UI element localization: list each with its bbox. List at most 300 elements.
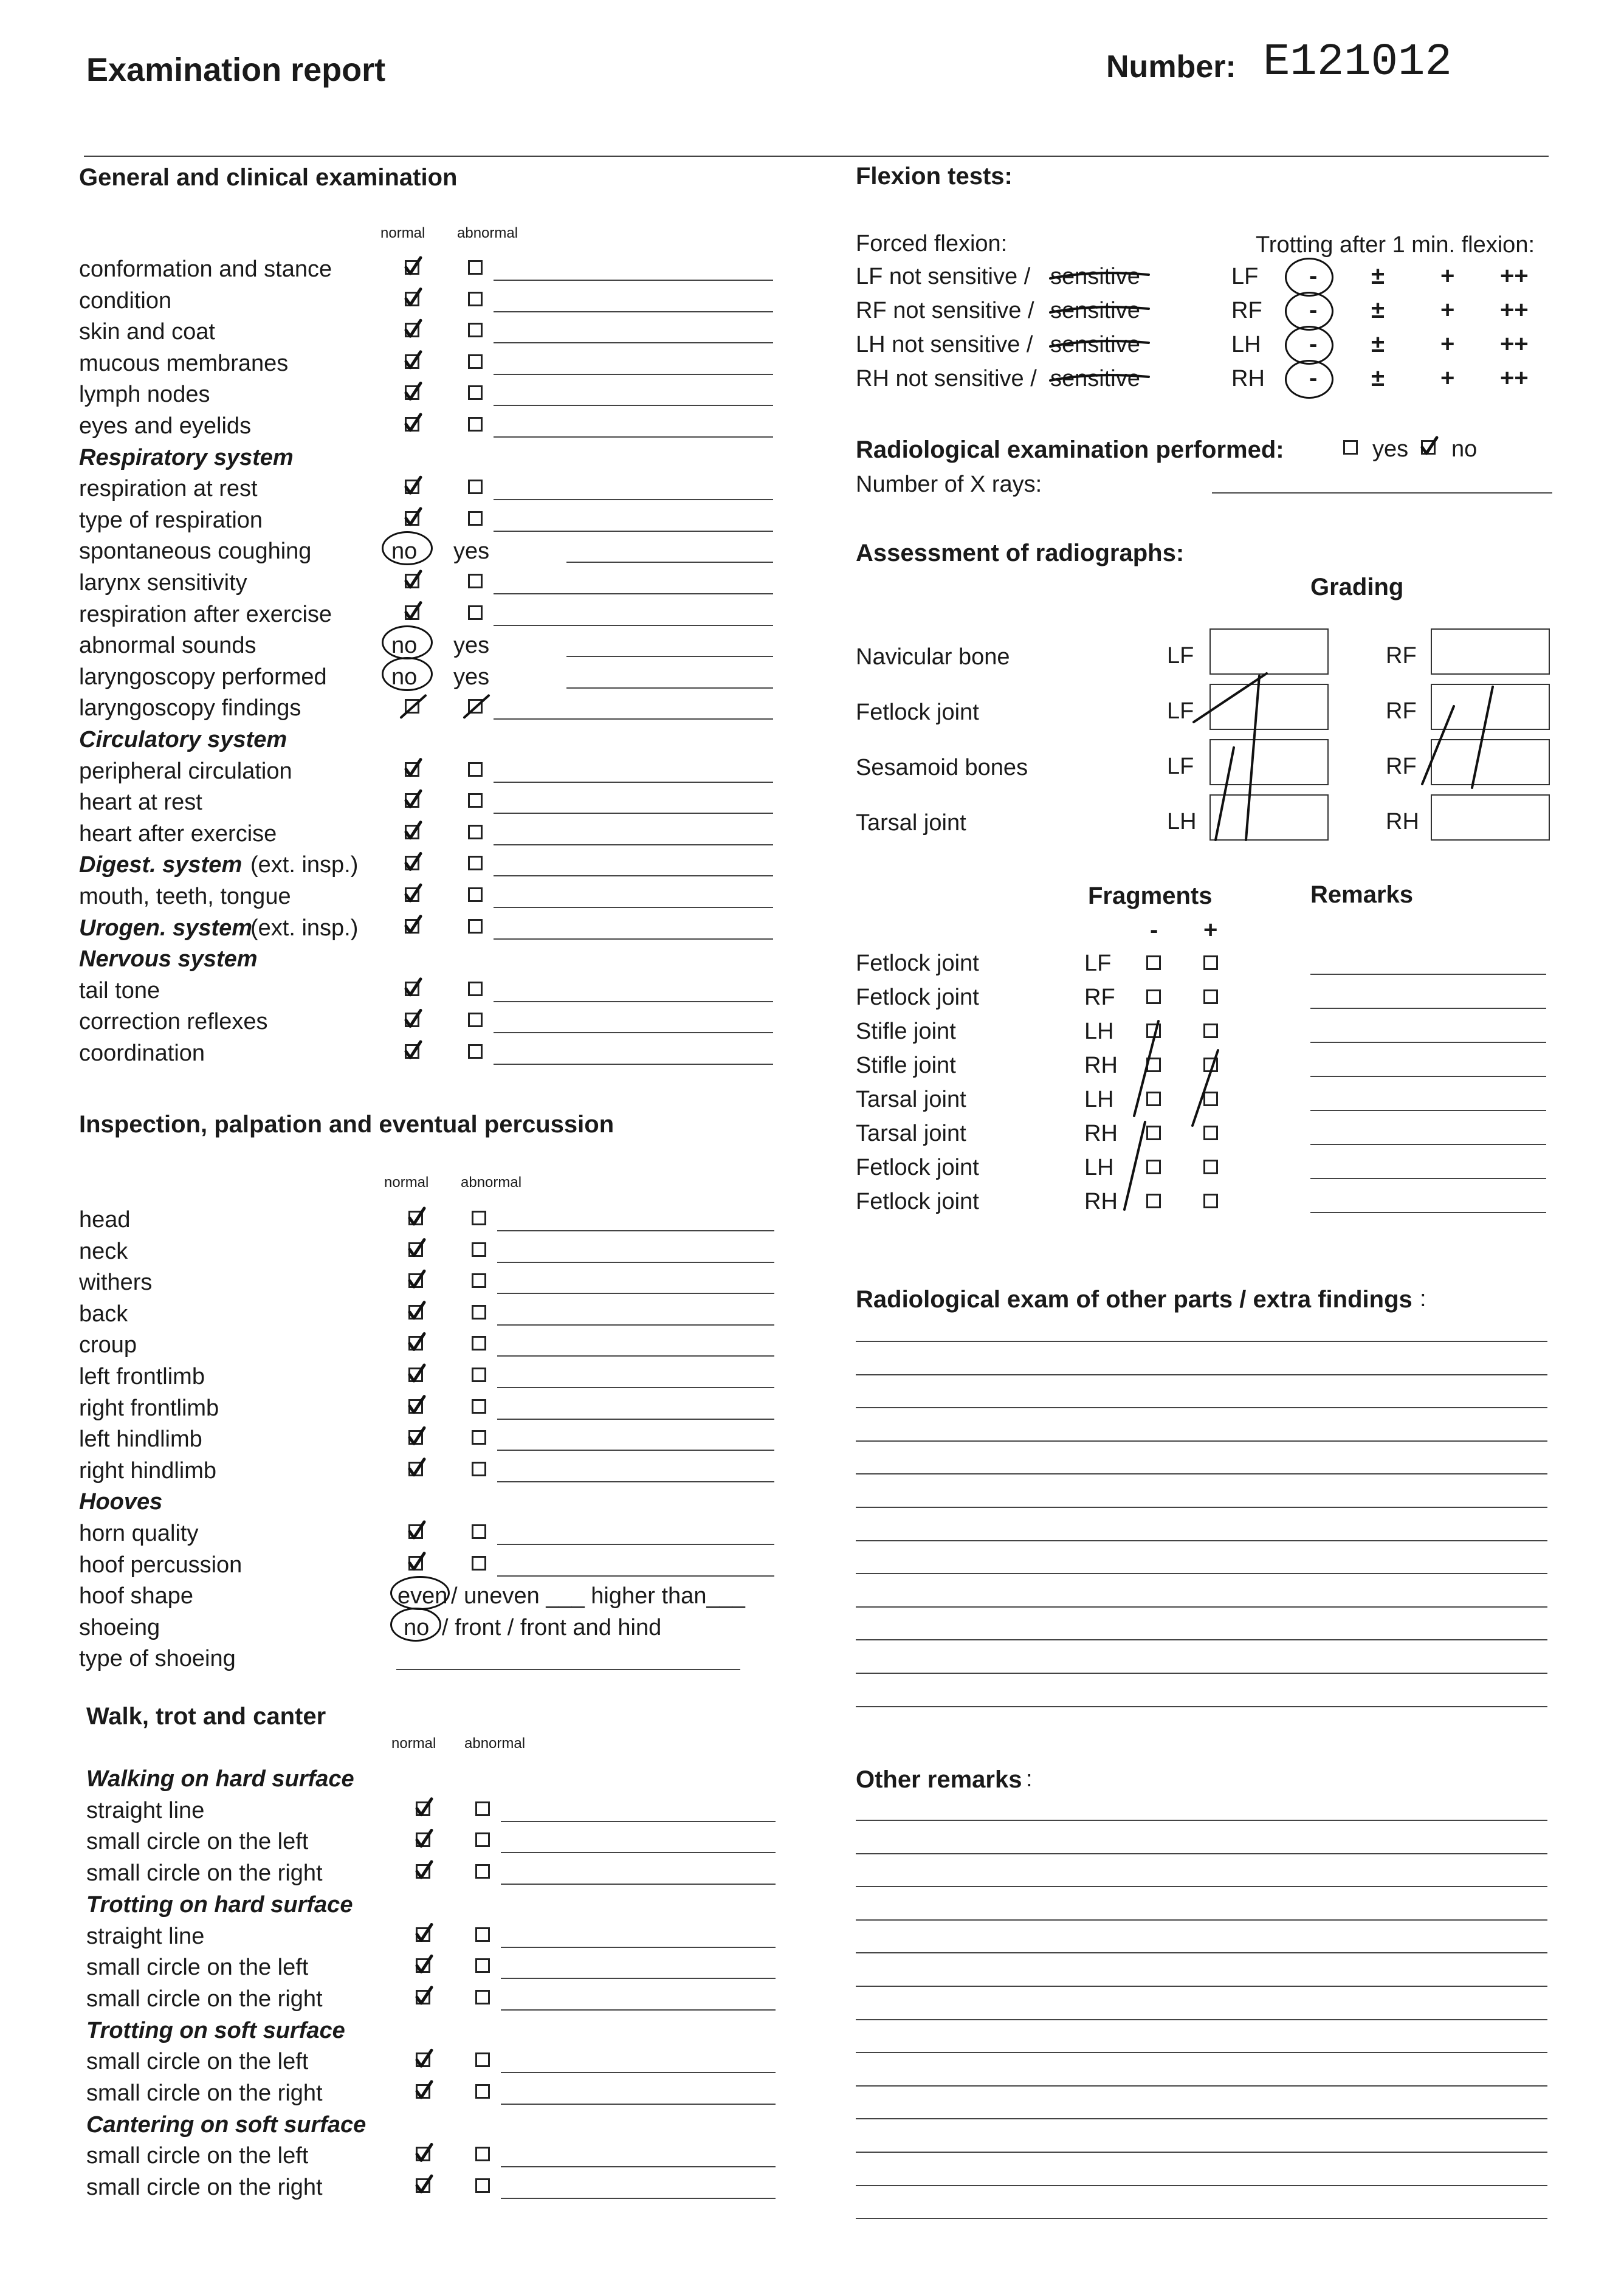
- grade-box-left[interactable]: [1209, 739, 1329, 785]
- remark-line[interactable]: [494, 938, 773, 940]
- page-title: Examination report: [86, 52, 386, 88]
- assessment-label: Sesamoid bones: [856, 755, 1028, 780]
- normal-checkbox[interactable]: [405, 417, 419, 432]
- remark-line[interactable]: [501, 1947, 776, 1948]
- forced-flexion-label: Forced flexion:: [856, 231, 1008, 256]
- grade-option[interactable]: ++: [1500, 297, 1529, 323]
- normal-checkbox[interactable]: [408, 1430, 423, 1445]
- abnormal-checkbox[interactable]: [472, 1430, 486, 1445]
- abnormal-checkbox[interactable]: [468, 762, 483, 777]
- normal-checkbox[interactable]: [408, 1273, 423, 1288]
- normal-checkbox[interactable]: [405, 511, 419, 526]
- remark-line[interactable]: [494, 1064, 773, 1065]
- selection-circle: [1285, 360, 1333, 399]
- writing-line[interactable]: [856, 2052, 1547, 2053]
- option-yes: yes: [453, 664, 490, 690]
- flexion-left-label: LH not sensitive /: [856, 332, 1033, 357]
- row-label: tail tone: [79, 977, 160, 1003]
- fragment-label: Fetlock joint: [856, 1155, 979, 1180]
- abnormal-checkbox[interactable]: [472, 1273, 486, 1288]
- writing-line[interactable]: [856, 1440, 1547, 1442]
- abnormal-checkbox[interactable]: [468, 260, 483, 275]
- abnormal-checkbox[interactable]: [468, 417, 483, 432]
- section-heading: Walking on hard surface: [86, 1766, 354, 1792]
- fragment-label: Fetlock joint: [856, 985, 979, 1010]
- normal-checkbox[interactable]: [408, 1462, 423, 1476]
- selection-circle: [390, 1576, 450, 1610]
- row-label: peripheral circulation: [79, 758, 292, 784]
- abnormal-checkbox[interactable]: [468, 605, 483, 620]
- writing-line[interactable]: [856, 1919, 1547, 1921]
- normal-checkbox[interactable]: [416, 2178, 430, 2193]
- writing-line[interactable]: [856, 1374, 1547, 1375]
- fragment-plus-checkbox[interactable]: [1203, 955, 1218, 970]
- remarks-title: Remarks: [1310, 881, 1414, 908]
- fragment-plus-checkbox[interactable]: [1203, 1160, 1218, 1174]
- grade-option[interactable]: -: [1309, 297, 1318, 323]
- row-label: neck: [79, 1238, 128, 1264]
- grade-box-left[interactable]: [1209, 684, 1329, 730]
- row-label: croup: [79, 1332, 137, 1358]
- selection-circle: [390, 1608, 441, 1642]
- writing-line[interactable]: [856, 1507, 1547, 1508]
- row-label: head: [79, 1207, 131, 1233]
- abnormal-checkbox[interactable]: [468, 354, 483, 369]
- grade-option[interactable]: -: [1309, 331, 1318, 357]
- normal-checkbox[interactable]: [405, 1013, 419, 1027]
- writing-line[interactable]: [856, 1673, 1547, 1674]
- remark-line[interactable]: [501, 2072, 776, 2073]
- writing-line[interactable]: [856, 1573, 1547, 1574]
- selection-circle: [1285, 258, 1333, 297]
- normal-checkbox[interactable]: [405, 323, 419, 337]
- limb-label: LF: [1167, 698, 1194, 724]
- row-label: left hindlimb: [79, 1426, 202, 1453]
- writing-line[interactable]: [856, 1952, 1547, 1953]
- limb-label: RF: [1386, 698, 1417, 724]
- normal-checkbox[interactable]: [405, 982, 419, 996]
- row-label: eyes and eyelids: [79, 413, 252, 439]
- abnormal-checkbox[interactable]: [468, 793, 483, 808]
- writing-line[interactable]: [856, 1820, 1547, 1821]
- grade-option[interactable]: +: [1440, 365, 1455, 391]
- row-label: small circle on the right: [86, 2080, 323, 2106]
- row-label: small circle on the left: [86, 2049, 309, 2075]
- remark-line[interactable]: [494, 342, 773, 343]
- report-number-value: E121012: [1263, 37, 1452, 88]
- remark-line[interactable]: [494, 782, 773, 783]
- abnormal-checkbox[interactable]: [472, 1305, 486, 1320]
- row-label: condition: [79, 287, 172, 314]
- flexion-left-label: LF not sensitive /: [856, 264, 1031, 289]
- fragments-minus: -: [1150, 917, 1158, 943]
- inspection-col-abnormal: abnormal: [461, 1174, 522, 1191]
- abnormal-checkbox[interactable]: [472, 1211, 486, 1225]
- normal-checkbox[interactable]: [416, 2084, 430, 2099]
- fragment-label: Fetlock joint: [856, 1189, 979, 1214]
- fragment-plus-checkbox[interactable]: [1203, 1058, 1218, 1072]
- radiology-yes-label: yes: [1372, 436, 1409, 462]
- row-label: abnormal sounds: [79, 633, 256, 659]
- normal-checkbox[interactable]: [405, 1044, 419, 1059]
- normal-checkbox[interactable]: [405, 385, 419, 400]
- gait-col-abnormal: abnormal: [464, 1735, 526, 1752]
- abnormal-checkbox[interactable]: [475, 1832, 490, 1847]
- abnormal-checkbox[interactable]: [468, 919, 483, 934]
- abnormal-checkbox[interactable]: [472, 1399, 486, 1414]
- fragment-plus-checkbox[interactable]: [1203, 989, 1218, 1004]
- assessment-label: Fetlock joint: [856, 700, 979, 725]
- abnormal-checkbox[interactable]: [475, 2147, 490, 2161]
- limb-label: LH: [1084, 1019, 1114, 1044]
- abnormal-checkbox[interactable]: [468, 699, 483, 714]
- remark-line[interactable]: [1310, 1110, 1546, 1111]
- grade-option[interactable]: ++: [1500, 365, 1529, 391]
- normal-checkbox[interactable]: [405, 825, 419, 839]
- row-label: straight line: [86, 1923, 205, 1949]
- limb-label: RF: [1231, 298, 1262, 323]
- row-label: correction reflexes: [79, 1009, 268, 1035]
- row-label: withers: [79, 1270, 153, 1296]
- xrays-label: Number of X rays:: [856, 472, 1042, 497]
- grade-box-left[interactable]: [1209, 628, 1329, 675]
- grade-option[interactable]: -: [1309, 263, 1318, 289]
- abnormal-checkbox[interactable]: [472, 1556, 486, 1571]
- remark-line[interactable]: [497, 1293, 774, 1294]
- fragment-minus-checkbox[interactable]: [1146, 1194, 1161, 1208]
- limb-label: LF: [1231, 264, 1259, 289]
- fragment-plus-checkbox[interactable]: [1203, 1194, 1218, 1208]
- fragment-label: Fetlock joint: [856, 951, 979, 976]
- row-label: skin and coat: [79, 319, 215, 345]
- abnormal-checkbox[interactable]: [468, 1013, 483, 1027]
- remark-line[interactable]: [494, 531, 773, 532]
- remark-line[interactable]: [497, 1419, 774, 1420]
- remark-line[interactable]: [494, 875, 773, 876]
- abnormal-checkbox[interactable]: [468, 292, 483, 306]
- grade-option[interactable]: ±: [1371, 331, 1385, 357]
- abnormal-checkbox[interactable]: [468, 856, 483, 870]
- writing-line[interactable]: [856, 2019, 1547, 2020]
- normal-checkbox[interactable]: [405, 793, 419, 808]
- trotting-label: Trotting after 1 min. flexion:: [1256, 232, 1535, 258]
- abnormal-checkbox[interactable]: [475, 1927, 490, 1942]
- abnormal-checkbox[interactable]: [472, 1368, 486, 1382]
- remark-line[interactable]: [497, 1481, 774, 1482]
- grade-option[interactable]: ±: [1371, 263, 1385, 289]
- grade-option[interactable]: ++: [1500, 263, 1529, 289]
- remark-line[interactable]: [1310, 1144, 1546, 1145]
- grade-option[interactable]: ±: [1371, 365, 1385, 391]
- section-heading: Nervous system: [79, 946, 258, 972]
- normal-checkbox[interactable]: [405, 260, 419, 275]
- radiology-performed-label: Radiological examination performed:: [856, 436, 1284, 463]
- abnormal-checkbox[interactable]: [472, 1462, 486, 1476]
- normal-checkbox[interactable]: [405, 887, 419, 902]
- fragment-minus-checkbox[interactable]: [1146, 955, 1161, 970]
- grade-option[interactable]: ±: [1371, 297, 1385, 323]
- section-heading: Circulatory system: [79, 727, 287, 752]
- assessment-label: Tarsal joint: [856, 810, 966, 836]
- writing-line[interactable]: [856, 1986, 1547, 1987]
- normal-checkbox[interactable]: [408, 1336, 423, 1351]
- remark-line[interactable]: [566, 687, 773, 689]
- remark-line[interactable]: [494, 1032, 773, 1033]
- fragment-plus-checkbox[interactable]: [1203, 1126, 1218, 1140]
- remark-line[interactable]: [494, 907, 773, 908]
- abnormal-checkbox[interactable]: [468, 982, 483, 996]
- remark-line[interactable]: [494, 405, 773, 406]
- remark-line[interactable]: [1310, 1076, 1546, 1077]
- normal-checkbox[interactable]: [405, 480, 419, 494]
- limb-label: RF: [1084, 985, 1115, 1010]
- row-label: left frontlimb: [79, 1364, 205, 1389]
- fragment-plus-checkbox[interactable]: [1203, 1092, 1218, 1106]
- remark-line[interactable]: [501, 2166, 776, 2167]
- abnormal-checkbox[interactable]: [468, 574, 483, 588]
- remark-line[interactable]: [1310, 1178, 1546, 1179]
- grade-option[interactable]: -: [1309, 365, 1318, 391]
- remark-line[interactable]: [501, 1884, 776, 1885]
- radiology-no-label: no: [1451, 436, 1478, 462]
- remark-line[interactable]: [566, 656, 773, 657]
- normal-checkbox[interactable]: [416, 1990, 430, 2004]
- abnormal-checkbox[interactable]: [472, 1242, 486, 1257]
- writing-line[interactable]: [856, 1706, 1547, 1707]
- normal-checkbox[interactable]: [405, 762, 419, 777]
- xrays-line[interactable]: [1212, 492, 1552, 494]
- remark-line[interactable]: [497, 1387, 774, 1388]
- grade-box-right[interactable]: [1431, 684, 1550, 730]
- writing-line[interactable]: [856, 1639, 1547, 1640]
- section-heading: Cantering on soft surface: [86, 2111, 366, 2138]
- writing-line[interactable]: [856, 2218, 1547, 2219]
- section-heading: Urogen. system: [79, 915, 253, 941]
- fragment-minus-checkbox[interactable]: [1146, 1126, 1161, 1140]
- abnormal-checkbox[interactable]: [468, 480, 483, 494]
- remark-line[interactable]: [497, 1324, 774, 1326]
- writing-line[interactable]: [856, 2085, 1547, 2087]
- normal-checkbox[interactable]: [408, 1524, 423, 1539]
- normal-checkbox[interactable]: [416, 2052, 430, 2067]
- limb-label: LH: [1167, 809, 1197, 834]
- normal-checkbox[interactable]: [405, 292, 419, 306]
- writing-line[interactable]: [856, 2185, 1547, 2186]
- abnormal-checkbox[interactable]: [468, 385, 483, 400]
- section-heading: Respiratory system: [79, 444, 294, 470]
- remark-line[interactable]: [494, 1001, 773, 1002]
- remark-line[interactable]: [497, 1544, 774, 1545]
- remark-line[interactable]: [1310, 1212, 1546, 1213]
- writing-line[interactable]: [856, 2152, 1547, 2153]
- writing-line[interactable]: [856, 1473, 1547, 1474]
- option-yes: yes: [453, 633, 490, 659]
- normal-checkbox[interactable]: [416, 1801, 430, 1816]
- abnormal-checkbox[interactable]: [468, 825, 483, 839]
- row-label: shoeing: [79, 1614, 160, 1640]
- normal-checkbox[interactable]: [405, 605, 419, 620]
- writing-line[interactable]: [856, 1407, 1547, 1408]
- radiology-yes-checkbox[interactable]: [1343, 440, 1358, 455]
- normal-checkbox[interactable]: [405, 354, 419, 369]
- grade-option[interactable]: ++: [1500, 331, 1529, 357]
- normal-checkbox[interactable]: [416, 1832, 430, 1847]
- normal-checkbox[interactable]: [405, 574, 419, 588]
- selection-circle: [1285, 326, 1333, 365]
- normal-checkbox[interactable]: [408, 1368, 423, 1382]
- remark-line[interactable]: [501, 2009, 776, 2011]
- normal-checkbox[interactable]: [408, 1305, 423, 1320]
- row-label: mouth, teeth, tongue: [79, 884, 291, 909]
- gait-title: Walk, trot and canter: [86, 1703, 326, 1730]
- writing-line[interactable]: [856, 1886, 1547, 1887]
- writing-line[interactable]: [856, 2118, 1547, 2119]
- fragment-plus-checkbox[interactable]: [1203, 1024, 1218, 1038]
- abnormal-checkbox[interactable]: [468, 511, 483, 526]
- fragment-minus-checkbox[interactable]: [1146, 1092, 1161, 1106]
- remark-line[interactable]: [497, 1450, 774, 1451]
- option-yes: yes: [453, 538, 490, 565]
- remark-line[interactable]: [494, 718, 773, 720]
- remark-line[interactable]: [396, 1669, 740, 1670]
- option-uneven: / uneven ___ higher than___: [451, 1583, 745, 1609]
- normal-checkbox[interactable]: [408, 1242, 423, 1257]
- remark-line[interactable]: [497, 1262, 774, 1263]
- option-front: / front / front and hind: [442, 1614, 662, 1640]
- remark-line[interactable]: [501, 1821, 776, 1822]
- remark-line[interactable]: [1310, 1008, 1546, 1009]
- row-label: small circle on the left: [86, 1955, 309, 1981]
- row-label: larynx sensitivity: [79, 570, 247, 596]
- abnormal-checkbox[interactable]: [475, 2084, 490, 2099]
- remark-line[interactable]: [494, 280, 773, 281]
- normal-checkbox[interactable]: [416, 2147, 430, 2161]
- grade-option[interactable]: +: [1440, 331, 1455, 357]
- row-label: horn quality: [79, 1521, 199, 1546]
- flexion-title: Flexion tests:: [856, 163, 1013, 190]
- row-label: laryngoscopy findings: [79, 695, 301, 721]
- section-heading: Hooves: [79, 1489, 163, 1515]
- row-label: small circle on the left: [86, 2143, 309, 2169]
- grade-option[interactable]: +: [1440, 297, 1455, 323]
- normal-checkbox[interactable]: [408, 1211, 423, 1225]
- abnormal-checkbox[interactable]: [475, 2052, 490, 2067]
- row-label: right hindlimb: [79, 1457, 216, 1484]
- abnormal-checkbox[interactable]: [468, 887, 483, 902]
- abnormal-checkbox[interactable]: [468, 1044, 483, 1059]
- normal-checkbox[interactable]: [416, 1864, 430, 1879]
- assessment-title: Assessment of radiographs:: [856, 540, 1185, 566]
- row-label: back: [79, 1301, 128, 1327]
- abnormal-checkbox[interactable]: [475, 1801, 490, 1816]
- gait-col-normal: normal: [391, 1735, 436, 1752]
- remark-line[interactable]: [1310, 1042, 1546, 1043]
- writing-line[interactable]: [856, 1341, 1547, 1342]
- remark-line[interactable]: [497, 1230, 774, 1231]
- fragments-plus: +: [1203, 917, 1218, 943]
- abnormal-checkbox[interactable]: [472, 1524, 486, 1539]
- general-title: General and clinical examination: [79, 164, 458, 191]
- limb-label: LF: [1167, 643, 1194, 669]
- normal-checkbox[interactable]: [405, 919, 419, 934]
- abnormal-checkbox[interactable]: [475, 1864, 490, 1879]
- normal-checkbox[interactable]: [408, 1399, 423, 1414]
- fragment-label: Stifle joint: [856, 1053, 956, 1078]
- grade-box-right[interactable]: [1431, 628, 1550, 675]
- normal-checkbox[interactable]: [416, 1958, 430, 1973]
- normal-checkbox[interactable]: [416, 1927, 430, 1942]
- limb-label: RF: [1386, 643, 1417, 669]
- limb-label: LF: [1167, 754, 1194, 779]
- fragment-minus-checkbox[interactable]: [1146, 1058, 1161, 1072]
- row-label: heart after exercise: [79, 821, 277, 847]
- row-label: type of shoeing: [79, 1646, 236, 1672]
- limb-label: RF: [1386, 754, 1417, 779]
- remark-line[interactable]: [494, 311, 773, 312]
- remark-line[interactable]: [501, 1978, 776, 1979]
- normal-checkbox[interactable]: [405, 856, 419, 870]
- remark-line[interactable]: [497, 1355, 774, 1357]
- radiology-no-checkbox[interactable]: [1421, 440, 1436, 455]
- remark-line[interactable]: [501, 1852, 776, 1853]
- fragment-label: Stifle joint: [856, 1019, 956, 1044]
- option-no: no: [391, 633, 418, 659]
- remark-line[interactable]: [501, 2198, 776, 2199]
- grade-box-right[interactable]: [1431, 739, 1550, 785]
- remark-line[interactable]: [494, 593, 773, 594]
- writing-line[interactable]: [856, 1853, 1547, 1854]
- heading-note: (ext. insp.): [250, 852, 359, 878]
- fragment-minus-checkbox[interactable]: [1146, 1160, 1161, 1174]
- selection-circle: [382, 531, 433, 565]
- fragment-minus-checkbox[interactable]: [1146, 989, 1161, 1004]
- limb-label: RH: [1084, 1121, 1118, 1146]
- grade-box-right[interactable]: [1431, 794, 1550, 841]
- grade-option[interactable]: +: [1440, 263, 1455, 289]
- other-remarks-title: Other remarks: [856, 1766, 1022, 1793]
- normal-checkbox[interactable]: [408, 1556, 423, 1571]
- general-col-abnormal: abnormal: [457, 225, 518, 241]
- limb-label: LH: [1084, 1087, 1114, 1112]
- abnormal-checkbox[interactable]: [468, 323, 483, 337]
- abnormal-checkbox[interactable]: [475, 1958, 490, 1973]
- remark-line[interactable]: [494, 844, 773, 845]
- grade-box-left[interactable]: [1209, 794, 1329, 841]
- remark-line[interactable]: [494, 813, 773, 814]
- remark-line[interactable]: [1310, 974, 1546, 975]
- abnormal-checkbox[interactable]: [475, 2178, 490, 2193]
- writing-line[interactable]: [856, 1606, 1547, 1608]
- remark-line[interactable]: [566, 562, 773, 563]
- abnormal-checkbox[interactable]: [475, 1990, 490, 2004]
- normal-checkbox[interactable]: [405, 699, 419, 714]
- abnormal-checkbox[interactable]: [472, 1336, 486, 1351]
- remark-line[interactable]: [497, 1575, 774, 1577]
- remark-line[interactable]: [494, 625, 773, 626]
- row-label: heart at rest: [79, 790, 202, 816]
- limb-label: LH: [1084, 1155, 1114, 1180]
- remark-line[interactable]: [494, 374, 773, 375]
- other-remarks-colon: :: [1026, 1766, 1033, 1792]
- writing-line[interactable]: [856, 1540, 1547, 1541]
- selection-circle: [1285, 292, 1333, 331]
- row-label: respiration after exercise: [79, 601, 332, 627]
- fragment-minus-checkbox[interactable]: [1146, 1024, 1161, 1038]
- remark-line[interactable]: [494, 499, 773, 500]
- remark-line[interactable]: [494, 436, 773, 438]
- remark-line[interactable]: [501, 2104, 776, 2105]
- section-heading: Trotting on soft surface: [86, 2017, 345, 2043]
